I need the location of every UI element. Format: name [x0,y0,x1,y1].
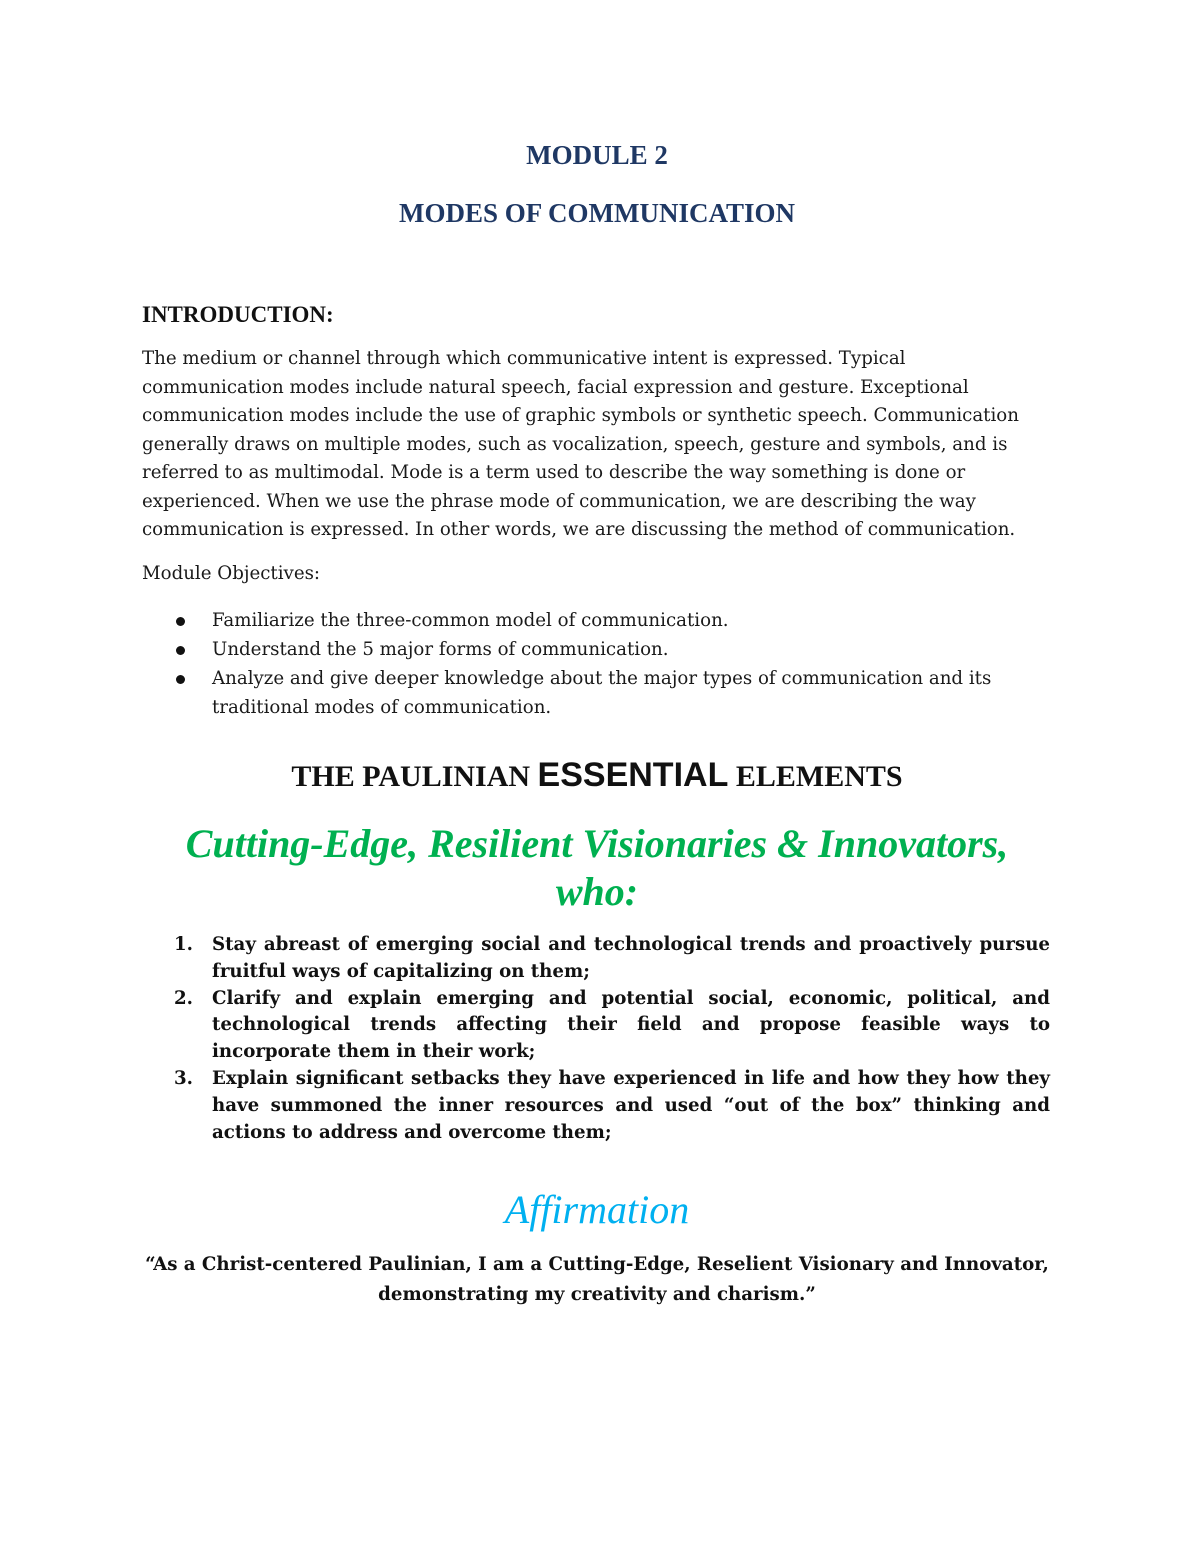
element-number: 3. [174,1067,193,1089]
bullet-icon [176,675,185,684]
element-number: 1. [174,934,193,955]
element-item [142,986,1050,1066]
element-text: Clarify and explain emerging and potential social, economic, political, and technological trends affecting their field and propose feasible ways to incorporate them in their work; [212,987,1050,1063]
module-name: MODES OF COMMUNICATION [399,198,795,228]
objective-text: Understand the 5 major forms of communication. [212,639,669,660]
essential-elements-heading [142,756,1052,795]
element-number: 2. [174,987,193,1009]
bullet-icon [176,617,185,626]
elements-list [142,932,1052,1146]
introduction-heading: INTRODUCTION: [142,302,334,327]
objective-text: Familiarize the three-common model of communication. [212,610,729,631]
element-text: Stay abreast of emerging social and technological trends and proactively pursue fruitful ways of capitalizing on them; [212,934,1050,982]
objective-item [142,664,992,722]
affirmation-quote: “As a Christ-centered Paulinian, I am a Cutting-Edge, Reselient Visionary and Innovator, demonstrating my creativity and charism.” [145,1254,1049,1305]
element-item [142,1066,1050,1146]
element-item [142,932,1050,986]
elements-tagline: Cutting-Edge, Resilient Visionaries & Innovators, who: [185,821,1009,914]
module-number: MODULE 2 [526,140,668,170]
objective-text: Analyze and give deeper knowledge about the major types of communication and its traditional modes of communication. [212,668,992,718]
affirmation-title: Affirmation [504,1187,690,1232]
introduction-body: The medium or channel through which communicative intent is expressed. Typical communication modes include natural speech, facial expression and gesture. Exceptional communication modes include the use of graphic symbols or synthetic speech. Communication generally draws on multiple modes, such as vocalization, speech, gesture and symbols, and is referred to as multimodal. Mode is a term used to describe the way something is done or experienced. When we use the phrase mode of communication, we are describing the way communication is expressed. In other words, we are discussing the method of communication. [142,348,1019,540]
objective-item [142,635,992,664]
heading-post: ELEMENTS [728,760,903,793]
objectives-list [142,606,1047,722]
element-text: Explain significant setbacks they have experienced in life and how they how they have summoned the inner resources and used “out of the box” thinking and actions to address and overcome them; [212,1067,1050,1143]
heading-emphasis: ESSENTIAL [537,756,729,794]
heading-pre: THE PAULINIAN [291,760,538,793]
objectives-label: Module Objectives: [142,563,321,584]
objective-item [142,606,992,635]
bullet-icon [176,646,185,655]
